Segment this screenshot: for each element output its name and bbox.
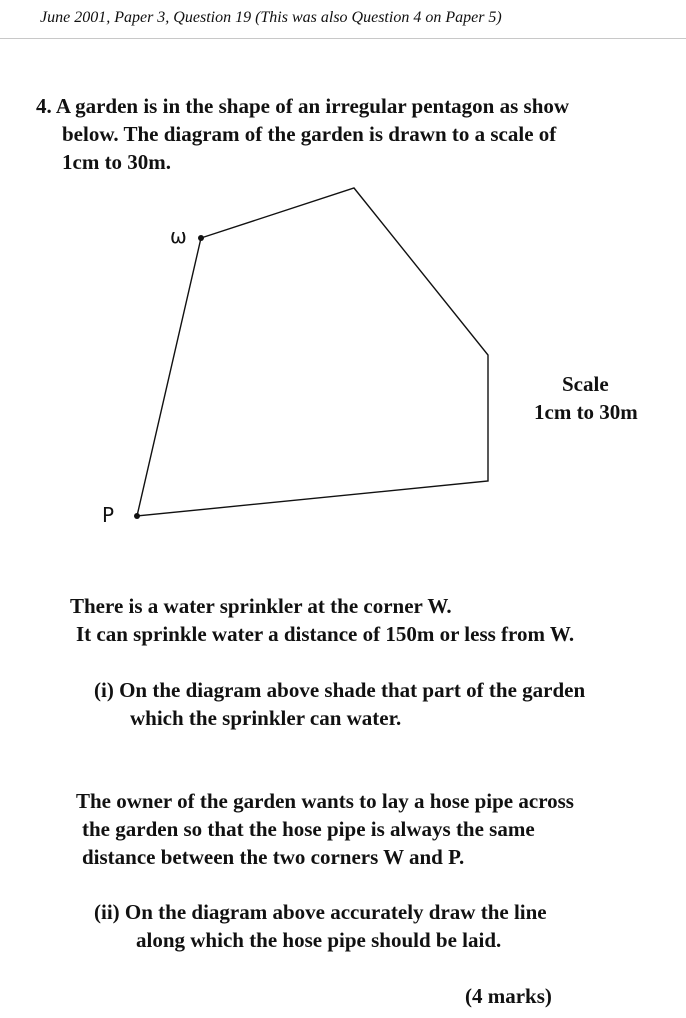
part-i-line-2: which the sprinkler can water. xyxy=(130,706,402,730)
scale-label: Scale xyxy=(562,372,609,396)
hose-line-3: distance between the two corners W and P. xyxy=(82,845,465,869)
hose-line-2: the garden so that the hose pipe is always the same xyxy=(82,817,535,841)
sprinkler-line-1: There is a water sprinkler at the corner W. xyxy=(70,594,452,618)
sprinkler-line-2: It can sprinkle water a distance of 150m or less from W. xyxy=(76,622,575,646)
header-source: June 2001, Paper 3, Question 19 (This was also Question 4 on Paper 5) xyxy=(40,9,502,26)
marks-label: (4 marks) xyxy=(465,984,552,1008)
corner-w-label: ω xyxy=(170,224,187,248)
question-intro-line-2: below. The diagram of the garden is drawn to a scale of xyxy=(62,122,557,146)
hose-line-1: The owner of the garden wants to lay a hose pipe across xyxy=(76,789,574,813)
part-ii-line-1: (ii) On the diagram above accurately draw the line xyxy=(94,900,547,924)
corner-p-point xyxy=(134,513,140,519)
part-i-line-1: (i) On the diagram above shade that part of the garden xyxy=(94,678,586,702)
question-intro-line-3: 1cm to 30m. xyxy=(62,150,172,174)
corner-p-label: P xyxy=(102,503,115,527)
part-ii-line-2: along which the hose pipe should be laid. xyxy=(136,928,502,952)
garden-pentagon xyxy=(137,188,488,516)
question-intro-line-1: 4. A garden is in the shape of an irregular pentagon as show xyxy=(36,94,570,118)
scale-value: 1cm to 30m xyxy=(534,400,638,424)
corner-w-point xyxy=(198,235,204,241)
